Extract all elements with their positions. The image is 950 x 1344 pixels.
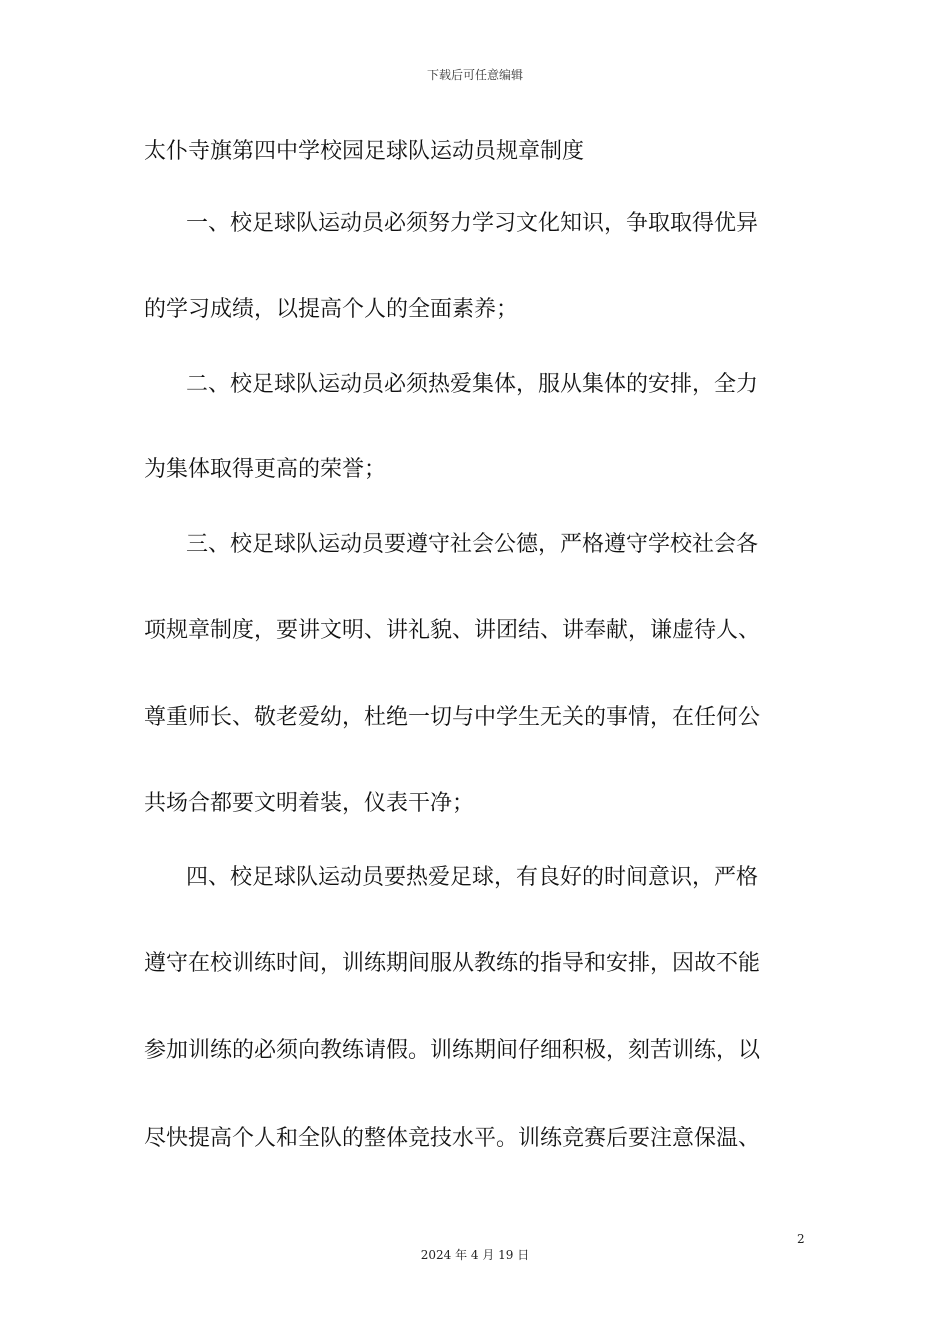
paragraph-3-line-2: 项规章制度，要讲文明、讲礼貌、讲团结、讲奉献，谦虚待人、: [144, 618, 761, 643]
paragraph-2-line-1: 二、校足球队运动员必须热爱集体，服从集体的安排，全力: [186, 372, 759, 397]
paragraph-3-line-3: 尊重师长、敬老爱幼，杜绝一切与中学生无关的事情，在任何公: [144, 705, 761, 730]
paragraph-4-line-2: 遵守在校训练时间，训练期间服从教练的指导和安排，因故不能: [144, 951, 761, 976]
paragraph-4-line-1: 四、校足球队运动员要热爱足球，有良好的时间意识，严格: [186, 865, 759, 890]
paragraph-3-line-4: 共场合都要文明着装，仪表干净；: [144, 791, 475, 816]
footer-date: 2024 年 4 月 19 日: [420, 1248, 530, 1262]
page-number: 2: [797, 1232, 805, 1246]
paragraph-4-line-3: 参加训练的必须向教练请假。训练期间仔细积极，刻苦训练，以: [144, 1038, 761, 1063]
paragraph-2-line-2: 为集体取得更高的荣誉；: [144, 457, 387, 482]
paragraph-1-line-2: 的学习成绩，以提高个人的全面素养；: [144, 297, 519, 322]
paragraph-4-line-4: 尽快提高个人和全队的整体竞技水平。训练竞赛后要注意保温、: [144, 1126, 761, 1151]
document-title: 太仆寺旗第四中学校园足球队运动员规章制度: [144, 139, 585, 164]
page-header: 下载后可任意编辑: [426, 68, 523, 82]
paragraph-1-line-1: 一、校足球队运动员必须努力学习文化知识，争取取得优异: [186, 211, 759, 236]
paragraph-3-line-1: 三、校足球队运动员要遵守社会公德，严格遵守学校社会各: [186, 532, 759, 557]
